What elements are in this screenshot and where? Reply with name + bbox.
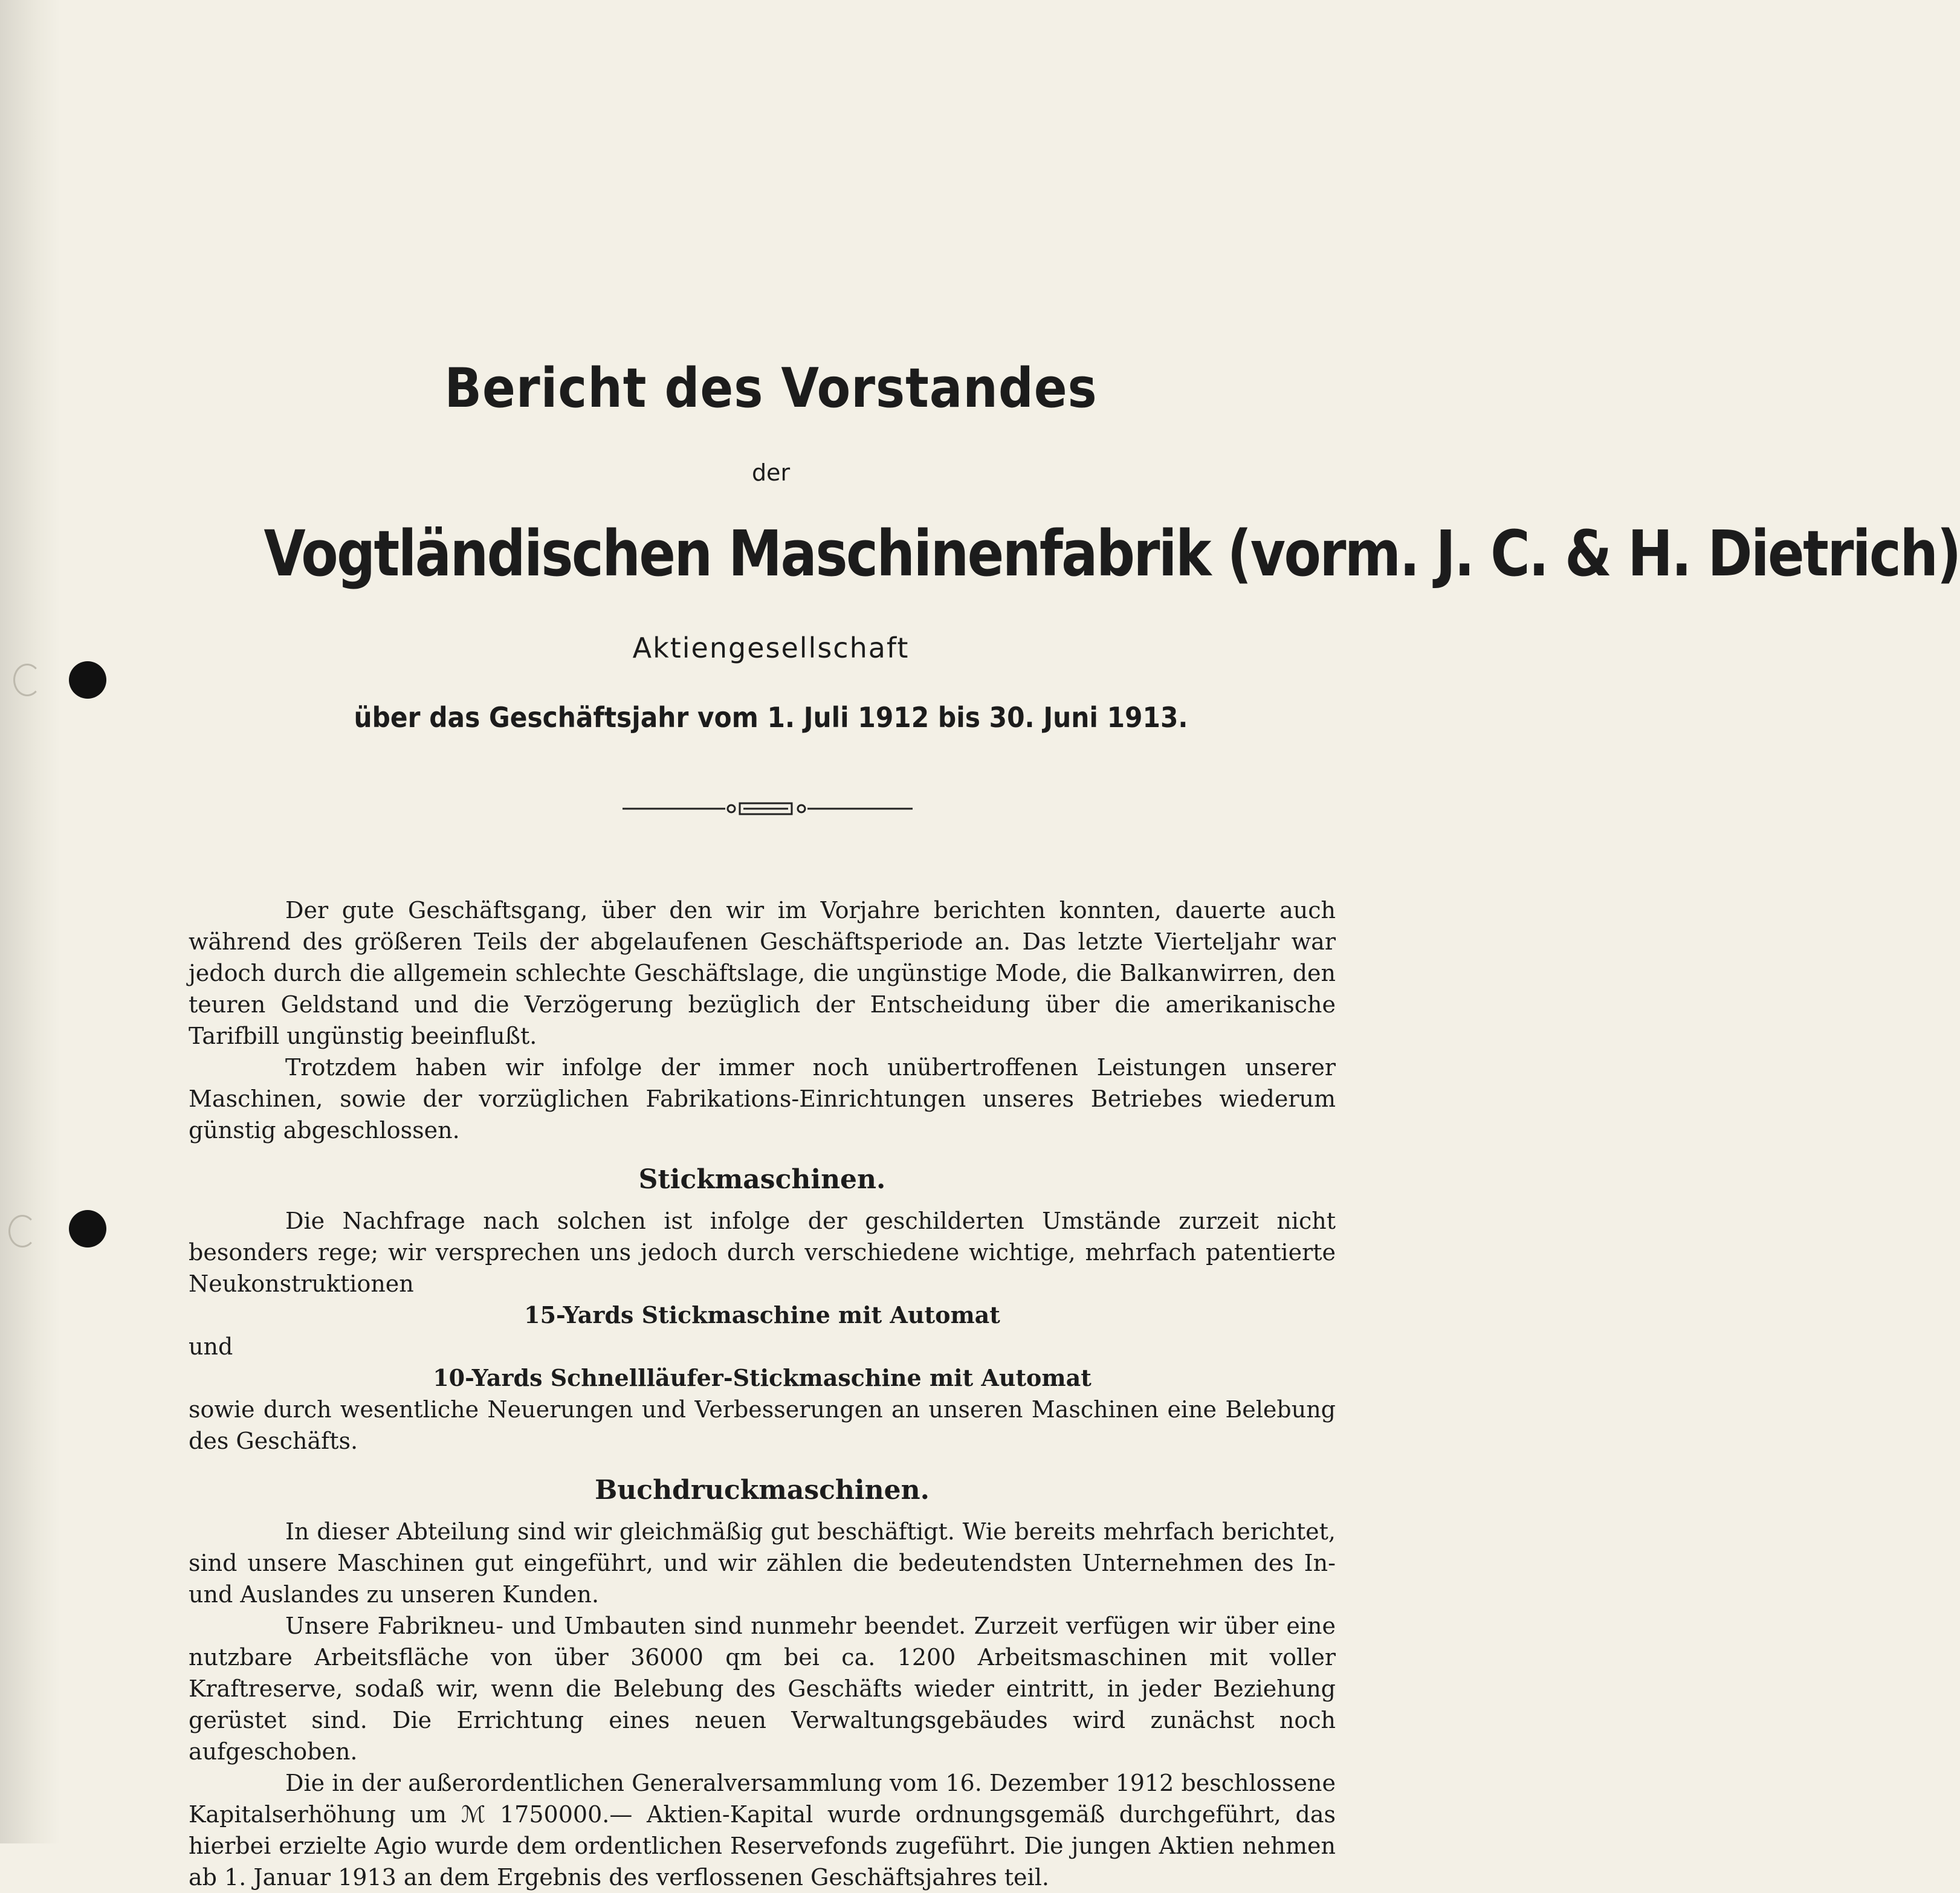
intro-paragraph-2: Trotzdem haben wir infolge der immer noch unübertroffenen Leistungen unserer Maschinen, sowie der vorzüglichen Fabrikations-Einrichtungen unseres Betriebes wiederum günstig abgeschlossen.	[189, 1054, 1336, 1144]
company-name: Vogtländischen Maschinenfabrik (vorm. J. C. & H. Dietrich)	[264, 517, 1960, 591]
punch-hole-ghost-bottom	[8, 1215, 36, 1247]
title-article: der	[751, 459, 791, 486]
buchdruck-paragraph-1: In dieser Abteilung sind wir gleichmäßig gut beschäftigt. Wie bereits mehrfach berichtet, sind unsere Maschinen gut eingeführt, und wir zählen die bedeutendsten Unternehmen des In- und Auslandes zu unseren Kunden.	[189, 1518, 1336, 1608]
punch-hole-bottom	[69, 1210, 106, 1247]
section-heading-buchdruck: Buchdruckmaschinen.	[595, 1475, 930, 1506]
report-title: Bericht des Vorstandes	[444, 357, 1098, 420]
machine-15-yards: 15-Yards Stickmaschine mit Automat	[524, 1301, 1000, 1328]
ornament-divider-icon	[623, 797, 913, 821]
conjunction-und: und	[189, 1333, 233, 1360]
stickmaschinen-paragraph-1: Die Nachfrage nach solchen ist infolge der geschilderten Umstände zurzeit nicht besonders rege; wir versprechen uns jedoch durch verschiedene wichtige, mehrfach patentierte Neukonstruktionen	[189, 1208, 1336, 1297]
report-body	[189, 895, 1336, 1893]
page-binding-edge	[0, 0, 60, 1843]
company-type: Aktiengesellschaft	[632, 632, 910, 664]
stickmaschinen-paragraph-2: sowie durch wesentliche Neuerungen und Verbesserungen an unseren Maschinen eine Belebung des Geschäfts.	[189, 1396, 1336, 1454]
buchdruck-paragraph-2: Unsere Fabrikneu- und Umbauten sind nunmehr beendet. Zurzeit verfügen wir über eine nutzbare Arbeitsfläche von über 36000 qm bei ca. 1200 Arbeitsmaschinen mit voller Kraftreserve, sodaß wir, wenn die Belebung des Geschäfts wieder eintritt, in jeder Beziehung gerüstet sind. Die Errichtung eines neuen Verwaltungsgebäudes wird zunächst noch aufgeschoben.	[189, 1613, 1336, 1765]
machine-10-yards: 10-Yards Schnellläufer-Stickmaschine mit Automat	[433, 1364, 1092, 1391]
punch-hole-top	[69, 661, 106, 699]
fiscal-period: über das Geschäftsjahr vom 1. Juli 1912 bis 30. Juni 1913.	[354, 701, 1188, 734]
intro-paragraph-1: Der gute Geschäftsgang, über den wir im Vorjahre berichten konnten, dauerte auch während des größeren Teils der abgelaufenen Geschäftsperiode an. Das letzte Vierteljahr war jedoch durch die allgemein schlechte Geschäftslage, die ungünstige Mode, die Balkanwirren, den teuren Geldstand und die Verzögerung bezüglich der Entscheidung über die amerikanische Tarifbill ungünstig beeinflußt.	[189, 897, 1336, 1049]
buchdruck-paragraph-3: Die in der außerordentlichen Generalversammlung vom 16. Dezember 1912 beschlossene Kapitalserhöhung um ℳ 1750000.— Aktien-Kapital wurde ordnungsgemäß durchgeführt, das hierbei erzielte Agio wurde dem ordentlichen Reservefonds zugeführt. Die jungen Aktien nehmen ab 1. Januar 1913 an dem Ergebnis des verflossenen Geschäftsjahres teil.	[189, 1770, 1336, 1891]
punch-hole-ghost-top	[13, 664, 41, 696]
section-heading-stickmaschinen: Stickmaschinen.	[638, 1164, 886, 1195]
